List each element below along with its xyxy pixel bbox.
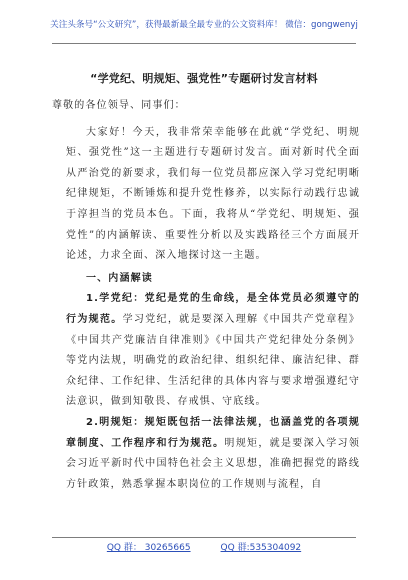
section-heading: 一、内涵解读: [86, 272, 153, 284]
footer: [52, 540, 356, 553]
point-1-paragraph: [66, 289, 360, 413]
document-body: [52, 96, 361, 495]
point-2-lead: 2.明规矩：规矩既包括一法律法规，也涵盖党的各项规章制度、工作程序和行为规范。: [66, 416, 360, 449]
footer-divider: [52, 537, 356, 538]
point-1-lead: 1.学党纪：党纪是党的生命线，是全体党员必须遵守的行为规范。: [66, 293, 360, 325]
point-2-paragraph: [66, 413, 360, 495]
promo-header: 关注头条号“公文研究”，获得最新最全最专业的公文资料库！ 微信：gongwenyj: [50, 20, 358, 30]
point-2-text: 明规矩，就是要深入学习领会习近平新时代中国特色社会主义思想，准确把握党的路线方针政策，熟悉掌握本职岗位的工作规则与流程，自: [66, 437, 360, 490]
point-1-text: 学习党纪，就是要深入理解《中国共产党章程》《中国共产党廉洁自律准则》《中国共产党纪律处分条例》等党内法规，明确党的政治纪律、组织纪律、廉洁纪律、群众纪律、工作纪律、生活纪律的具体内容与要求增强遵纪守法意识，做到知敬畏、存戒惧、守底线。: [66, 313, 361, 408]
header-divider: [52, 43, 356, 44]
qq-group-1-link[interactable]: QQ 群： 30265665: [106, 543, 191, 553]
intro-paragraph: 大家好！今天，我非常荣幸能够在此就“学党纪、明规矩、强党性”这一主题进行专题研讨发言。面对新时代全面从严治党的新要求，我们每一位党员都应深入学习党纪明晰纪律规矩，不断锤炼和提升党性修养，以实际行动践行忠诚于淳担当的党员本色。下面，我将从“学党纪、明规矩、强党性”的内涵解读、重要性分析以及实践路径三个方面展开论述，力求全面、深入地探讨这一主题。: [66, 126, 360, 262]
qq-group-2-link[interactable]: QQ 群:535304092: [220, 543, 302, 553]
document-title: “学党纪、明规矩、强党性”专题研讨发言材料: [90, 72, 318, 85]
salutation: 尊敬的各位领导、同事们：: [52, 100, 186, 111]
